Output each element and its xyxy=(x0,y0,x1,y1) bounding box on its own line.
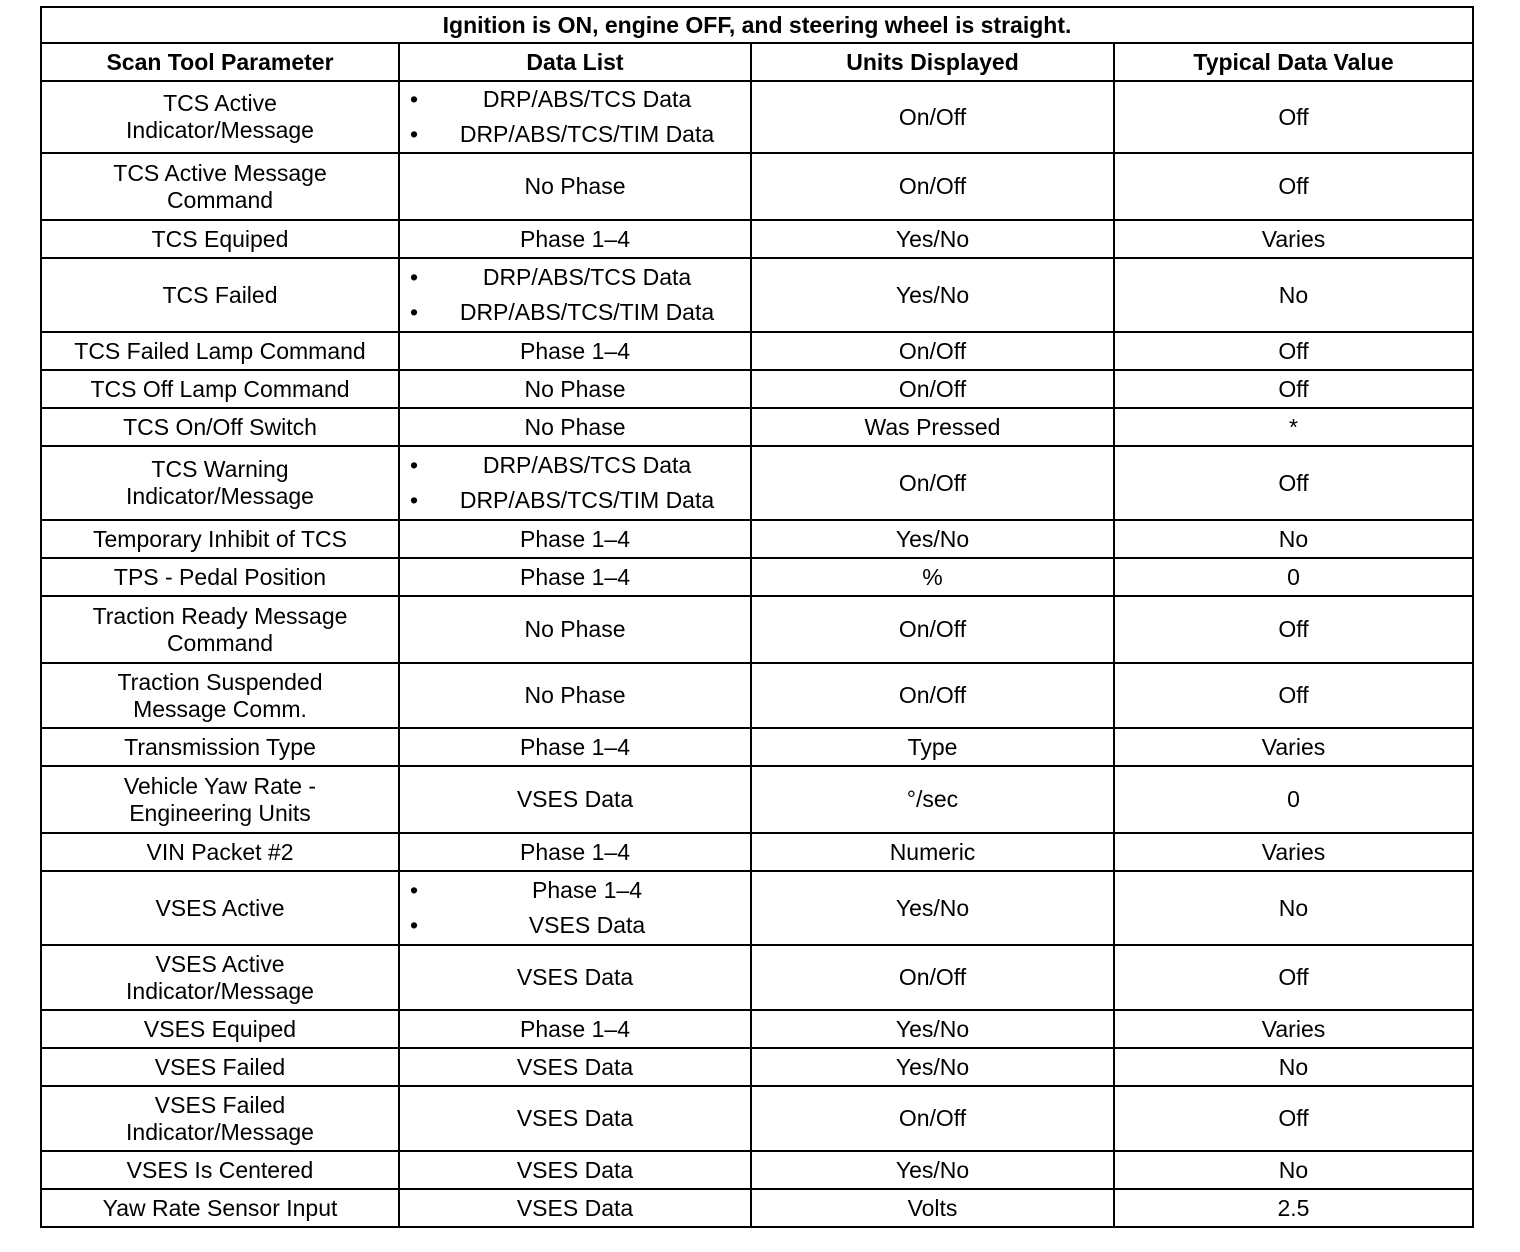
header-row xyxy=(41,43,1473,81)
data-list-text: VSES Data xyxy=(516,1053,634,1080)
table-row xyxy=(41,332,1473,370)
cell-data-list xyxy=(399,766,751,833)
cell-typical-value: Off xyxy=(1114,370,1473,408)
data-list-bullet-item: • DRP/ABS/TCS Data xyxy=(408,260,742,295)
data-list-bullet-item: • DRP/ABS/TCS/TIM Data xyxy=(408,483,742,518)
cell-typical-value: 0 xyxy=(1114,558,1473,596)
parameter-text: VIN Packet #2 xyxy=(146,838,294,865)
cell-units: Yes/No xyxy=(751,1010,1114,1048)
cell-units: Yes/No xyxy=(751,520,1114,558)
cell-parameter xyxy=(41,408,399,446)
scan-tool-data-table xyxy=(40,6,1474,1228)
data-list-text: Phase 1–4 xyxy=(520,337,630,364)
cell-units: On/Off xyxy=(751,153,1114,220)
cell-parameter xyxy=(41,520,399,558)
cell-parameter xyxy=(41,558,399,596)
table-row xyxy=(41,1189,1473,1227)
cell-parameter xyxy=(41,1086,399,1151)
data-list-bullet-item: • VSES Data xyxy=(408,908,742,943)
cell-data-list xyxy=(399,446,751,520)
parameter-text: Transmission Type xyxy=(124,733,316,760)
parameter-text: Indicator/Message xyxy=(126,1118,314,1145)
data-list-text: VSES Data xyxy=(516,964,634,990)
data-list-text: Phase 1–4 xyxy=(520,525,630,552)
cell-typical-value: Off xyxy=(1114,945,1473,1010)
header-units-displayed: Units Displayed xyxy=(751,43,1114,81)
caption-row xyxy=(41,7,1473,43)
cell-data-list xyxy=(399,81,751,153)
cell-units: Yes/No xyxy=(751,871,1114,945)
cell-units: Yes/No xyxy=(751,1048,1114,1086)
parameter-text: Message Comm. xyxy=(133,695,307,722)
cell-data-list xyxy=(399,871,751,945)
cell-parameter xyxy=(41,1151,399,1189)
cell-typical-value: No xyxy=(1114,520,1473,558)
table-row xyxy=(41,370,1473,408)
cell-units: °/sec xyxy=(751,766,1114,833)
cell-data-list xyxy=(399,945,751,1010)
data-list-text: VSES Data xyxy=(516,1105,634,1131)
data-list-text: Phase 1–4 xyxy=(520,733,630,760)
cell-typical-value: 0 xyxy=(1114,766,1473,833)
parameter-text: Indicator/Message xyxy=(126,117,314,143)
cell-typical-value: Off xyxy=(1114,153,1473,220)
table-row xyxy=(41,220,1473,258)
data-list-bullet-item: • DRP/ABS/TCS/TIM Data xyxy=(408,117,742,152)
table-row xyxy=(41,1151,1473,1189)
cell-units: % xyxy=(751,558,1114,596)
table-row xyxy=(41,871,1473,945)
cell-units: On/Off xyxy=(751,446,1114,520)
parameter-text: Traction Ready Message xyxy=(92,602,348,629)
cell-typical-value: * xyxy=(1114,408,1473,446)
cell-typical-value: Varies xyxy=(1114,833,1473,871)
cell-typical-value: No xyxy=(1114,1151,1473,1189)
parameter-text: Command xyxy=(166,186,274,213)
table-row xyxy=(41,728,1473,766)
cell-parameter xyxy=(41,81,399,153)
cell-units: On/Off xyxy=(751,1086,1114,1151)
parameter-text: TCS On/Off Switch xyxy=(123,413,317,440)
cell-units: On/Off xyxy=(751,663,1114,728)
cell-typical-value: Off xyxy=(1114,1086,1473,1151)
cell-parameter xyxy=(41,1010,399,1048)
data-list-text: Phase 1–4 xyxy=(520,225,630,252)
table-row xyxy=(41,1086,1473,1151)
parameter-text: Vehicle Yaw Rate - xyxy=(123,772,317,799)
cell-data-list xyxy=(399,596,751,663)
cell-typical-value: Varies xyxy=(1114,1010,1473,1048)
table-caption: Ignition is ON, engine OFF, and steering wheel is straight. xyxy=(41,7,1473,43)
cell-typical-value: No xyxy=(1114,1048,1473,1086)
cell-data-list xyxy=(399,728,751,766)
cell-parameter xyxy=(41,871,399,945)
cell-typical-value: Varies xyxy=(1114,220,1473,258)
parameter-text: TCS Failed Lamp Command xyxy=(74,337,366,364)
cell-data-list xyxy=(399,1189,751,1227)
cell-typical-value: Varies xyxy=(1114,728,1473,766)
parameter-text: Yaw Rate Sensor Input xyxy=(102,1194,338,1221)
cell-typical-value: No xyxy=(1114,258,1473,332)
parameter-text: Indicator/Message xyxy=(126,483,314,509)
cell-typical-value: Off xyxy=(1114,81,1473,153)
cell-units: On/Off xyxy=(751,332,1114,370)
table-row xyxy=(41,408,1473,446)
cell-units: Yes/No xyxy=(751,220,1114,258)
parameter-text: TCS Active Message xyxy=(113,159,327,186)
header-typical-data-value: Typical Data Value xyxy=(1114,43,1473,81)
cell-data-list xyxy=(399,558,751,596)
table-row xyxy=(41,945,1473,1010)
table-row xyxy=(41,558,1473,596)
cell-parameter xyxy=(41,663,399,728)
cell-data-list xyxy=(399,220,751,258)
cell-data-list xyxy=(399,1086,751,1151)
cell-data-list xyxy=(399,1010,751,1048)
cell-typical-value: Off xyxy=(1114,663,1473,728)
cell-data-list xyxy=(399,332,751,370)
cell-parameter xyxy=(41,728,399,766)
table-row xyxy=(41,1010,1473,1048)
cell-typical-value: Off xyxy=(1114,446,1473,520)
table-row xyxy=(41,520,1473,558)
table-row xyxy=(41,81,1473,153)
cell-parameter xyxy=(41,332,399,370)
table-row xyxy=(41,258,1473,332)
data-list-bullet-item: • Phase 1–4 xyxy=(408,873,742,908)
cell-units: On/Off xyxy=(751,945,1114,1010)
data-list-text: No Phase xyxy=(524,682,626,708)
table-row xyxy=(41,833,1473,871)
cell-data-list xyxy=(399,408,751,446)
parameter-text: Engineering Units xyxy=(129,799,311,826)
table-row xyxy=(41,153,1473,220)
data-list-bullet-item: • DRP/ABS/TCS/TIM Data xyxy=(408,295,742,330)
parameter-text: TCS Equiped xyxy=(151,225,289,252)
table-row xyxy=(41,596,1473,663)
cell-parameter xyxy=(41,945,399,1010)
cell-data-list xyxy=(399,1048,751,1086)
data-list-text: No Phase xyxy=(524,375,626,402)
cell-units: Volts xyxy=(751,1189,1114,1227)
cell-typical-value: No xyxy=(1114,871,1473,945)
parameter-text: TCS Warning xyxy=(151,456,289,482)
parameter-text: VSES Failed xyxy=(154,1053,286,1080)
cell-data-list xyxy=(399,153,751,220)
parameter-text: VSES Active xyxy=(155,950,285,977)
data-list-text: No Phase xyxy=(524,173,626,199)
cell-typical-value: Off xyxy=(1114,596,1473,663)
cell-data-list xyxy=(399,258,751,332)
cell-parameter xyxy=(41,220,399,258)
cell-typical-value: Off xyxy=(1114,332,1473,370)
table-row xyxy=(41,1048,1473,1086)
parameter-text: Indicator/Message xyxy=(126,977,314,1004)
cell-parameter xyxy=(41,446,399,520)
parameter-text: TCS Active xyxy=(163,90,277,116)
cell-units: Was Pressed xyxy=(751,408,1114,446)
cell-parameter xyxy=(41,1189,399,1227)
parameter-text: Temporary Inhibit of TCS xyxy=(93,525,347,552)
table-row xyxy=(41,446,1473,520)
parameter-text: TCS Failed xyxy=(162,281,278,308)
data-list-bullet-item: • DRP/ABS/TCS Data xyxy=(408,448,742,483)
table-row xyxy=(41,766,1473,833)
header-data-list: Data List xyxy=(399,43,751,81)
cell-data-list xyxy=(399,370,751,408)
cell-data-list xyxy=(399,663,751,728)
cell-data-list xyxy=(399,1151,751,1189)
parameter-text: TCS Off Lamp Command xyxy=(90,375,350,402)
data-list-text: Phase 1–4 xyxy=(520,1015,630,1042)
cell-parameter xyxy=(41,370,399,408)
header-scan-tool-parameter: Scan Tool Parameter xyxy=(41,43,399,81)
cell-units: On/Off xyxy=(751,81,1114,153)
parameter-text: VSES Is Centered xyxy=(126,1156,314,1183)
cell-parameter xyxy=(41,1048,399,1086)
cell-parameter xyxy=(41,596,399,663)
table-row xyxy=(41,663,1473,728)
cell-parameter xyxy=(41,766,399,833)
parameter-text: Command xyxy=(166,629,274,656)
cell-data-list xyxy=(399,833,751,871)
cell-units: Type xyxy=(751,728,1114,766)
parameter-text: TPS - Pedal Position xyxy=(113,563,327,590)
cell-units: On/Off xyxy=(751,370,1114,408)
cell-units: Numeric xyxy=(751,833,1114,871)
data-list-text: No Phase xyxy=(524,616,626,642)
parameter-text: VSES Failed xyxy=(154,1091,286,1118)
data-list-text: VSES Data xyxy=(516,1194,634,1221)
parameter-text: VSES Equiped xyxy=(143,1015,297,1042)
cell-parameter xyxy=(41,833,399,871)
cell-data-list xyxy=(399,520,751,558)
cell-parameter xyxy=(41,258,399,332)
cell-typical-value: 2.5 xyxy=(1114,1189,1473,1227)
parameter-text: Traction Suspended xyxy=(117,668,323,695)
data-list-bullet-item: • DRP/ABS/TCS Data xyxy=(408,82,742,117)
cell-parameter xyxy=(41,153,399,220)
table-body xyxy=(41,81,1473,1227)
data-list-text: No Phase xyxy=(524,413,626,440)
parameter-text: VSES Active xyxy=(155,894,285,921)
data-list-text: Phase 1–4 xyxy=(520,563,630,590)
data-list-text: VSES Data xyxy=(516,786,634,812)
cell-units: On/Off xyxy=(751,596,1114,663)
data-list-text: Phase 1–4 xyxy=(520,838,630,865)
cell-units: Yes/No xyxy=(751,258,1114,332)
data-list-text: VSES Data xyxy=(516,1156,634,1183)
cell-units: Yes/No xyxy=(751,1151,1114,1189)
